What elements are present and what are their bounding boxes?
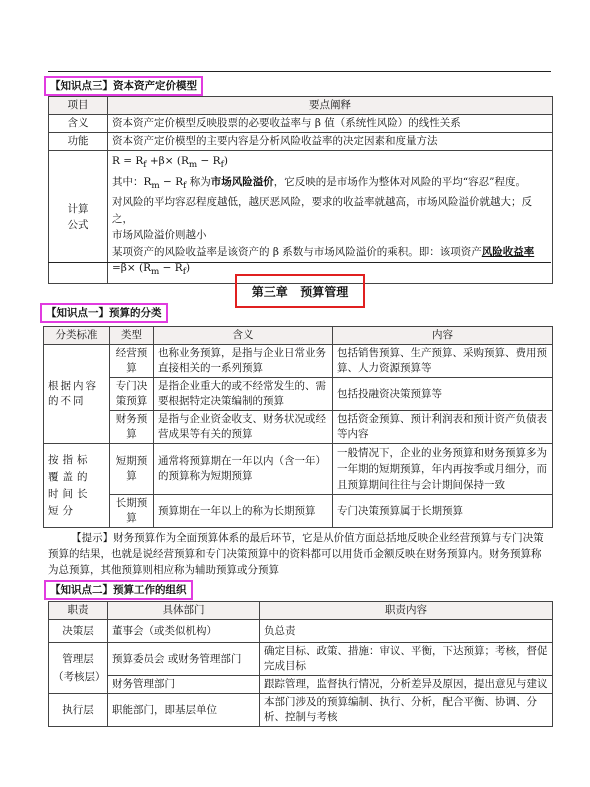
dept-cell: 预算委员会 或财务管理部门: [108, 643, 260, 676]
duty-cell: 本部门涉及的预算编制、执行、分析，配合平衡、协调、分析、控制与考核: [260, 694, 553, 727]
capm-row-meaning: [49, 115, 553, 133]
role-cell: 执行层: [49, 694, 108, 727]
meaning-cell: 是指与企业资金收支、财务状况或经营成果等有关的预算: [154, 411, 333, 444]
content-cell: 包括投融资决策预算等: [333, 378, 553, 411]
top-rule: [48, 71, 551, 72]
content-cell: 专门决策预算属于长期预算: [333, 495, 553, 528]
content-cell: 包括销售预算、生产预算、采购预算、费用预算、人力资源预算等: [333, 345, 553, 378]
group-by-content: 根据内容的不同: [44, 345, 110, 444]
organization-row: [49, 694, 553, 727]
capm-formula-label: [49, 151, 108, 284]
dept-cell: 职能部门，即基层单位: [108, 694, 260, 727]
duty-cell: 负总责: [260, 620, 553, 643]
formula-risk-return-eq: $=\beta\times (R_m - R_f)$: [112, 262, 191, 278]
type-cell: 经营预算: [110, 345, 154, 378]
content-cell: 包括资金预算、预计利润表和预计资产负债表等内容: [333, 411, 553, 444]
capm-formula-body: [108, 151, 553, 284]
k3-tag: 【知识点三】资本资产定价模型: [44, 76, 203, 96]
budget-organization-table: [48, 601, 553, 727]
budget-classification-table: [43, 326, 553, 528]
header-meaning: 含义: [154, 327, 333, 345]
organization-row: [49, 620, 553, 643]
content-cell: 一般情况下，企业的业务预算和财务预算多为一年期的短期预算，年内再按季或月细分，而且预算期间往往与会计期间保持一致: [333, 444, 553, 495]
duty-cell: 确定目标、政策、措施：审议、平衡，下达预算；考核，督促完成目标: [260, 643, 553, 676]
capm-row-formula: [49, 151, 553, 284]
header-duty: 职责内容: [260, 602, 553, 620]
k2-tag: 【知识点二】预算工作的组织: [44, 580, 193, 600]
formula-explain-line: 对风险的平均容忍程度越低，越厌恶风险，要求的收益率就越高，市场风险溢价就越大；反之，: [112, 196, 532, 225]
capm-row-label: 功能: [49, 133, 108, 151]
budget-tip: 【提示】财务预算作为全面预算体系的最后环节，它是从价值方面总括地反映企业经营预算与专门决策预算的结果，也就是说经营预算和专门决策预算中的资料都可以用货币金额反映在财务预算内。财务预算称为总预算，其他预算则相应称为辅助预算或分预算: [48, 532, 544, 576]
formula-explain-line: 市场风险溢价则越小: [112, 229, 207, 242]
type-cell: 长期预算: [110, 495, 154, 528]
group-by-time: 按指标覆盖的时间长短分: [44, 444, 110, 528]
organization-row: [49, 676, 553, 694]
chapter-title: 第三章 预算管理: [235, 274, 365, 308]
organization-header-row: [49, 602, 553, 620]
classification-header-row: [44, 327, 553, 345]
capm-row-label: 含义: [49, 115, 108, 133]
type-cell: 短期预算: [110, 444, 154, 495]
role-cell: 决策层: [49, 620, 108, 643]
dept-cell: 财务管理部门: [108, 676, 260, 694]
classification-row: [44, 495, 553, 528]
header-content: 内容: [333, 327, 553, 345]
meaning-cell: 通常将预算期在一年以内（含一年）的预算称为短期预算: [154, 444, 333, 495]
meaning-cell: 也称业务预算，是指与企业日常业务直接相关的一系列预算: [154, 345, 333, 378]
role-cell: 管理层（考核层）: [49, 643, 108, 694]
formula-main: $R = R_f +\beta\times (R_m - R_f)$: [112, 155, 228, 171]
type-cell: 专门决策预算: [110, 378, 154, 411]
header-standard: 分类标准: [44, 327, 110, 345]
classification-row: [44, 345, 553, 378]
capm-row-text: 资本资产定价模型的主要内容是分析风险收益率的决定因素和度量方法: [108, 133, 553, 151]
organization-row: [49, 643, 553, 676]
classification-row: [44, 411, 553, 444]
header-role: 职责: [49, 602, 108, 620]
capm-row-text: 资本资产定价模型反映股票的必要收益率与 β 值（系统性风险）的线性关系: [108, 115, 553, 133]
formula-label-line1: 计算: [67, 202, 89, 215]
capm-header-detail: 要点阐释: [108, 97, 553, 115]
capm-row-function: [49, 133, 553, 151]
header-type: 类型: [110, 327, 154, 345]
classification-row: [44, 444, 553, 495]
dept-cell: 董事会（或类似机构）: [108, 620, 260, 643]
formula-label-line2: 公式: [67, 218, 89, 231]
capm-header-row: [49, 97, 553, 115]
capm-header-item: 项目: [49, 97, 108, 115]
risk-return-term: 风险收益率: [481, 245, 535, 258]
meaning-cell: 是指企业重大的或不经常发生的、需要根据特定决策编制的预算: [154, 378, 333, 411]
formula-premium-line: 其中：$R_m - R_f$ 称为市场风险溢价，它反映的是市场作为整体对风险的平均“容忍”程度。: [112, 175, 526, 191]
classification-row: [44, 378, 553, 411]
type-cell: 财务预算: [110, 411, 154, 444]
capm-table: [48, 96, 553, 284]
meaning-cell: 预算期在一年以上的称为长期预算: [154, 495, 333, 528]
market-risk-premium-term: 市场风险溢价: [210, 175, 274, 188]
k1-tag: 【知识点一】预算的分类: [40, 303, 168, 323]
formula-risk-return-line: 某项资产的风险收益率是该资产的 β 系数与市场风险溢价的乘积。即：该项资产风险收益率: [112, 245, 535, 258]
section-rule: [48, 262, 551, 263]
duty-cell: 跟踪管理，监督执行情况，分析差异及原因，提出意见与建议: [260, 676, 553, 694]
header-dept: 具体部门: [108, 602, 260, 620]
